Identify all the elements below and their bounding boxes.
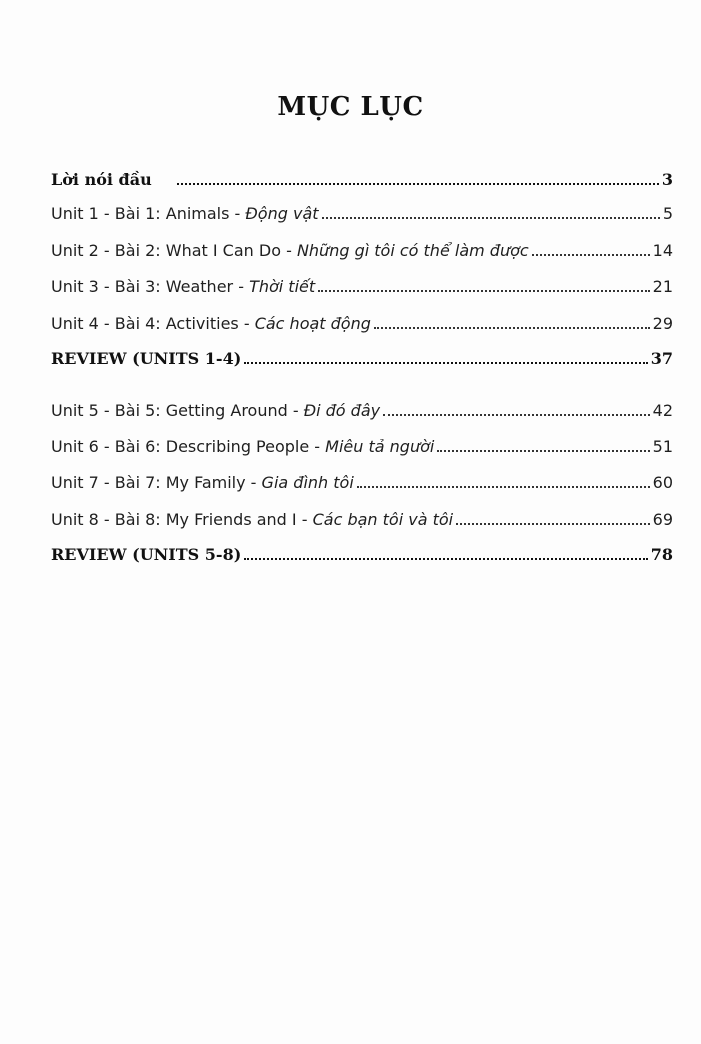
toc-entry-unit-5 bbox=[51, 401, 673, 420]
toc-entry-title: Unit 5 - Bài 5: Getting Around - Đi đó đây bbox=[51, 401, 381, 420]
dot-leader bbox=[383, 414, 650, 416]
toc-entry-title: Unit 7 - Bài 7: My Family - Gia đình tôi bbox=[51, 473, 354, 492]
toc-entry-unit-4 bbox=[51, 314, 673, 333]
toc-page-number: 51 bbox=[652, 437, 673, 456]
toc-page-number: 21 bbox=[652, 277, 673, 296]
dot-leader bbox=[357, 486, 650, 488]
toc-entry-unit-1 bbox=[51, 204, 673, 223]
toc-entry-unit-8 bbox=[51, 510, 673, 529]
dot-leader bbox=[244, 362, 647, 364]
toc-page-number: 78 bbox=[650, 545, 673, 564]
toc-entry-title: Lời nói đầu bbox=[51, 170, 152, 189]
toc-page-number: 14 bbox=[652, 241, 673, 260]
toc-entry-title: Unit 6 - Bài 6: Describing People - Miêu tả người bbox=[51, 437, 435, 456]
toc-page-number: 29 bbox=[652, 314, 673, 333]
toc-entry-title: Unit 4 - Bài 4: Activities - Các hoạt động bbox=[51, 314, 371, 333]
toc-entry-unit-6 bbox=[51, 437, 673, 456]
dot-leader bbox=[374, 327, 650, 329]
toc-entry-title: Unit 8 - Bài 8: My Friends and I - Các bạn tôi và tôi bbox=[51, 510, 454, 529]
dot-leader bbox=[177, 183, 659, 185]
toc-entry-title: REVIEW (UNITS 5-8) bbox=[51, 545, 242, 564]
dot-leader bbox=[318, 290, 650, 292]
dot-leader bbox=[456, 523, 650, 525]
toc-page-number: 5 bbox=[662, 204, 673, 223]
toc-page-number: 60 bbox=[652, 473, 673, 492]
toc-entry-unit-3 bbox=[51, 277, 673, 296]
toc-entry-review-5-8 bbox=[51, 545, 673, 564]
dot-leader bbox=[322, 217, 660, 219]
toc-entry-title: Unit 3 - Bài 3: Weather - Thời tiết bbox=[51, 277, 316, 296]
dot-leader bbox=[437, 450, 649, 452]
toc-entry-title: Unit 2 - Bài 2: What I Can Do - Những gì tôi có thể làm được bbox=[51, 241, 529, 260]
toc-page-number: 37 bbox=[650, 349, 673, 368]
toc-entry-preface bbox=[51, 170, 673, 189]
toc-entry-title: Unit 1 - Bài 1: Animals - Động vật bbox=[51, 204, 319, 223]
toc-page-number: 69 bbox=[652, 510, 673, 529]
page-title: MỤC LỤC bbox=[277, 92, 424, 122]
toc-page-number: 3 bbox=[661, 170, 673, 189]
toc-entry-unit-2 bbox=[51, 241, 673, 260]
dot-leader bbox=[532, 254, 650, 256]
dot-leader bbox=[244, 558, 647, 560]
toc-entry-unit-7 bbox=[51, 473, 673, 492]
toc-page-number: 42 bbox=[652, 401, 673, 420]
toc-entry-review-1-4 bbox=[51, 349, 673, 368]
toc-entry-title: REVIEW (UNITS 1-4) bbox=[51, 349, 242, 368]
